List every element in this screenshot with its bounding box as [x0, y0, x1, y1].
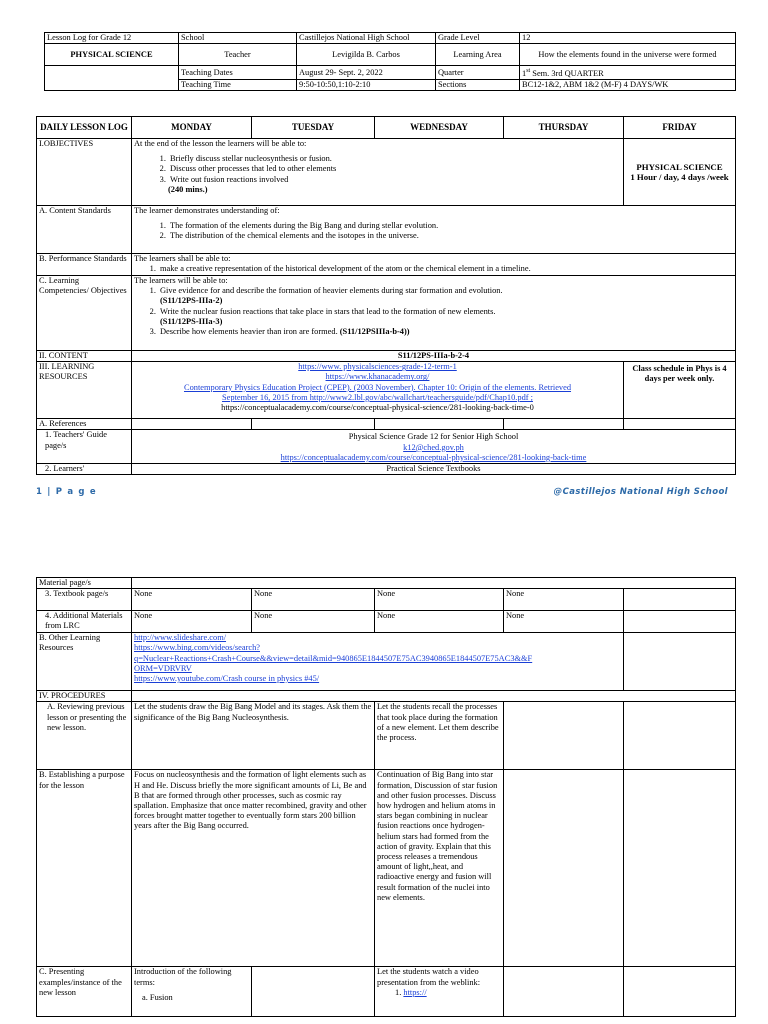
other-link[interactable]: https://www.youtube.com/Crash course in physics #45/	[134, 674, 320, 684]
additional-materials-label: 4. Additional Materials from LRC	[37, 611, 132, 633]
procedures-cell	[132, 691, 736, 702]
material-label: Material page/s	[37, 578, 132, 589]
sections-value: BC12-1&2, ABM 1&2 (M-F) 4 DAYS/WK	[520, 80, 736, 91]
teacher-label: Teacher	[179, 44, 297, 66]
teacher-name: Levigilda B. Carbos	[297, 44, 436, 66]
content-standards-label: A. Content Standards	[37, 206, 132, 254]
quarter-value: 1st Sem. 3rd QUARTER	[520, 66, 736, 80]
header-table	[44, 32, 736, 91]
ref-cell	[375, 419, 504, 430]
content-standard-item: 1. The formation of the elements during the Big Bang and during stellar evolution.	[168, 221, 733, 231]
page-number: 1 | P a g e	[36, 487, 97, 497]
teachers-guide-label: 1. Teachers' Guide page/s	[37, 430, 132, 464]
school-name: Castillejos National High School	[297, 33, 436, 44]
learning-resources-content	[132, 362, 624, 419]
resource-text: https://conceptualacademy.com/course/conceptual-physical-science/281-looking-back-time-0	[221, 403, 534, 413]
objectives-content: At the end of the lesson the learners will be able to: 1. Briefly discuss stellar nucleosynthesis or fusion. 2. Discuss other processes that led to other elements 3. Write out fusion reactions involved (240 mins.)	[132, 139, 624, 206]
friday-objectives-cell: PHYSICAL SCIENCE 1 Hour / day, 4 days /week	[624, 139, 736, 206]
reviewing-label: A. Reviewing previous lesson or presenting the new lesson.	[37, 702, 132, 770]
additional-tue: None	[252, 611, 375, 633]
performance-standard-item: 1. make a creative representation of the historical development of the atom or the chemical element in a timeline.	[158, 264, 733, 274]
textbook-tue: None	[252, 589, 375, 611]
textbook-label: 3. Textbook page/s	[37, 589, 132, 611]
ref-cell	[132, 419, 252, 430]
teaching-time-label: Teaching Time	[179, 80, 297, 91]
presenting-mon: Introduction of the following terms: a. Fusion	[132, 967, 252, 1017]
competency-item: 1. Give evidence for and describe the formation of heavier elements during star formation and evolution. (S11/12PS-IIIa-2)	[158, 286, 733, 306]
teachers-guide-content: Physical Science Grade 12 for Senior High School k12@ched.gov.ph https://conceptualacademy.com/course/conceptual-physical-science/281-looking-back-time	[132, 430, 736, 464]
day-thursday: THURSDAY	[504, 117, 624, 139]
content-label: II. CONTENT	[37, 351, 132, 362]
ref-cell	[504, 419, 624, 430]
other-fri	[624, 633, 736, 691]
objective-item: 2. Discuss other processes that led to other elements	[168, 164, 621, 174]
other-link[interactable]: ORM=VDRVRV	[134, 663, 192, 673]
page-footer	[36, 487, 728, 499]
teaching-dates-value: August 29- Sept. 2, 2022	[297, 66, 436, 80]
learning-area-label: Learning Area	[436, 44, 520, 66]
reviewing-mon: Let the students draw the Big Bang Model and its stages. Ask them the significance of the Big Bang Nucleosynthesis.	[132, 702, 375, 770]
objectives-duration: (240 mins.)	[168, 184, 208, 194]
presenting-tue	[252, 967, 375, 1017]
lesson-log-label: Lesson Log for Grade 12	[45, 33, 179, 44]
resource-link[interactable]: https://www.khanacademy.org/	[325, 372, 430, 382]
friday-resources-note: Class schedule in Phys is 4 days per week only.	[624, 362, 736, 419]
competencies-label: C. Learning Competencies/ Objectives	[37, 276, 132, 351]
content-standards-content: The learner demonstrates understanding of: 1. The formation of the elements during the Big Bang and during stellar evolution. 2. The distribution of the chemical elements and the isotopes in the universe.	[132, 206, 736, 254]
resource-link[interactable]: Contemporary Physics Education Project (CPEP). (2003 November). Chapter 10: Origin of the elements. Retrieved	[183, 382, 572, 392]
resource-link[interactable]: September 16, 2015 from http://www2.lbl.gov/abc/wallchart/teachersguide/pdf/Chap10.pdf ;	[222, 392, 533, 402]
competency-item: 3. Describe how elements heavier than iron are formed. (S11/12PSIIIa-b-4))	[158, 327, 733, 337]
learners-content: Practical Science Textbooks	[132, 464, 736, 475]
additional-fri	[624, 611, 736, 633]
video-link[interactable]: https://	[403, 987, 427, 997]
purpose-thu	[504, 770, 624, 967]
references-label: A. References	[37, 419, 132, 430]
purpose-mon: Focus on nucleosynthesis and the formation of light elements such as H and He. Discuss briefly the more significant amounts of Li, Be and B that are formed through other processes, such as cosmic ray spallation. Emphasize that once matter recombined, gravity and other forces brought matter together to eventually form stars 200 billion years after the Big Bang occurred.	[132, 770, 375, 967]
learning-area-value: How the elements found in the universe were formed	[520, 44, 736, 66]
reviewing-fri	[624, 702, 736, 770]
header-blank-cell	[45, 66, 179, 91]
presenting-wed: Let the students watch a video presentation from the weblink: 1. https://	[375, 967, 504, 1017]
additional-thu: None	[504, 611, 624, 633]
objective-item: 3. Write out fusion reactions involved	[168, 175, 621, 185]
other-resources-content	[132, 633, 624, 691]
purpose-fri	[624, 770, 736, 967]
purpose-label: B. Establishing a purpose for the lesson	[37, 770, 132, 967]
footer-school: @Castillejos National High School	[553, 487, 728, 497]
grade-level-value: 12	[520, 33, 736, 44]
other-link[interactable]: http://www.slideshare.com/	[134, 633, 227, 643]
daily-lesson-log-table	[36, 116, 736, 475]
performance-standards-content: The learners shall be able to: 1. make a creative representation of the historical development of the atom or the chemical element in a timeline.	[132, 254, 736, 276]
performance-standards-label: B. Performance Standards	[37, 254, 132, 276]
resource-link[interactable]: https://www. physicalsciences-grade-12-term-1	[298, 362, 457, 372]
textbook-mon: None	[132, 589, 252, 611]
day-tuesday: TUESDAY	[252, 117, 375, 139]
objective-item: 1. Briefly discuss stellar nucleosynthesis or fusion.	[168, 154, 621, 164]
content-standard-item: 2. The distribution of the chemical elements and the isotopes in the universe.	[168, 231, 733, 241]
daily-lesson-log-label: DAILY LESSON LOG	[37, 117, 132, 139]
textbook-wed: None	[375, 589, 504, 611]
material-cell	[132, 578, 736, 589]
tg-link[interactable]: https://conceptualacademy.com/course/conceptual-physical-science/281-looking-back-time	[280, 452, 587, 462]
ref-cell	[252, 419, 375, 430]
purpose-wed: Continuation of Big Bang into star formation, Discussion of star fusion and other fusion processes. Discuss how hydrogen and helium atoms in stars began combining in nuclear fusion reactions once hydrogen-helium stars had formed from the action of gravity. Explain that this process releases a tremendous amount of light,,heat, and radioactive energy and fusion will result formation of the nuclei into new elements.	[375, 770, 504, 967]
teaching-time-value: 9:50-10:50,1:10-2:10	[297, 80, 436, 91]
day-friday: FRIDAY	[624, 117, 736, 139]
additional-mon: None	[132, 611, 252, 633]
reviewing-thu	[504, 702, 624, 770]
content-value: S11/12PS-IIIa-b-2-4	[132, 351, 736, 362]
teaching-dates-label: Teaching Dates	[179, 66, 297, 80]
presenting-label: C. Presenting examples/instance of the new lesson	[37, 967, 132, 1017]
learning-resources-label: III. LEARNING RESOURCES	[37, 362, 132, 419]
additional-wed: None	[375, 611, 504, 633]
competency-item: 2. Write the nuclear fusion reactions that take place in stars that lead to the formation of new elements. (S11/12PS-IIIa-3)	[158, 307, 733, 327]
sections-label: Sections	[436, 80, 520, 91]
textbook-fri	[624, 589, 736, 611]
competencies-content: The learners will be able to: 1. Give evidence for and describe the formation of heavier elements during star formation and evolution. (S11/12PS-IIIa-2) 2. Write the nuclear fusion reactions that take place in stars that lead to the formation of new elements. (S11/12PS-IIIa-3) 3. Describe how elements heavier than iron are formed. (S11/12PSIIIa-b-4))	[132, 276, 736, 351]
tg-link[interactable]: k12@ched.gov.ph	[403, 442, 464, 452]
other-link[interactable]: q=Nuclear+Reactions+Crash+Course&&view=detail&mid=940865E1844507E75AC3940865E1844507E75AC3&&F	[134, 653, 533, 663]
presenting-thu	[504, 967, 624, 1017]
subject-title: PHYSICAL SCIENCE	[45, 44, 179, 66]
reviewing-wed: Let the students recall the processes that took place during the formation of a new element. Let them describe the process.	[375, 702, 504, 770]
day-wednesday: WEDNESDAY	[375, 117, 504, 139]
ref-cell	[624, 419, 736, 430]
presenting-fri	[624, 967, 736, 1017]
learners-label: 2. Learners'	[37, 464, 132, 475]
day-monday: MONDAY	[132, 117, 252, 139]
objectives-label: I.OBJECTIVES	[37, 139, 132, 206]
other-link[interactable]: https://www.bing.com/videos/search?	[134, 643, 260, 653]
quarter-label: Quarter	[436, 66, 520, 80]
procedures-label: IV. PROCEDURES	[37, 691, 132, 702]
school-label: School	[179, 33, 297, 44]
grade-level-label: Grade Level	[436, 33, 520, 44]
other-resources-label: B. Other Learning Resources	[37, 633, 132, 691]
textbook-thu: None	[504, 589, 624, 611]
page2-table	[36, 577, 736, 1017]
